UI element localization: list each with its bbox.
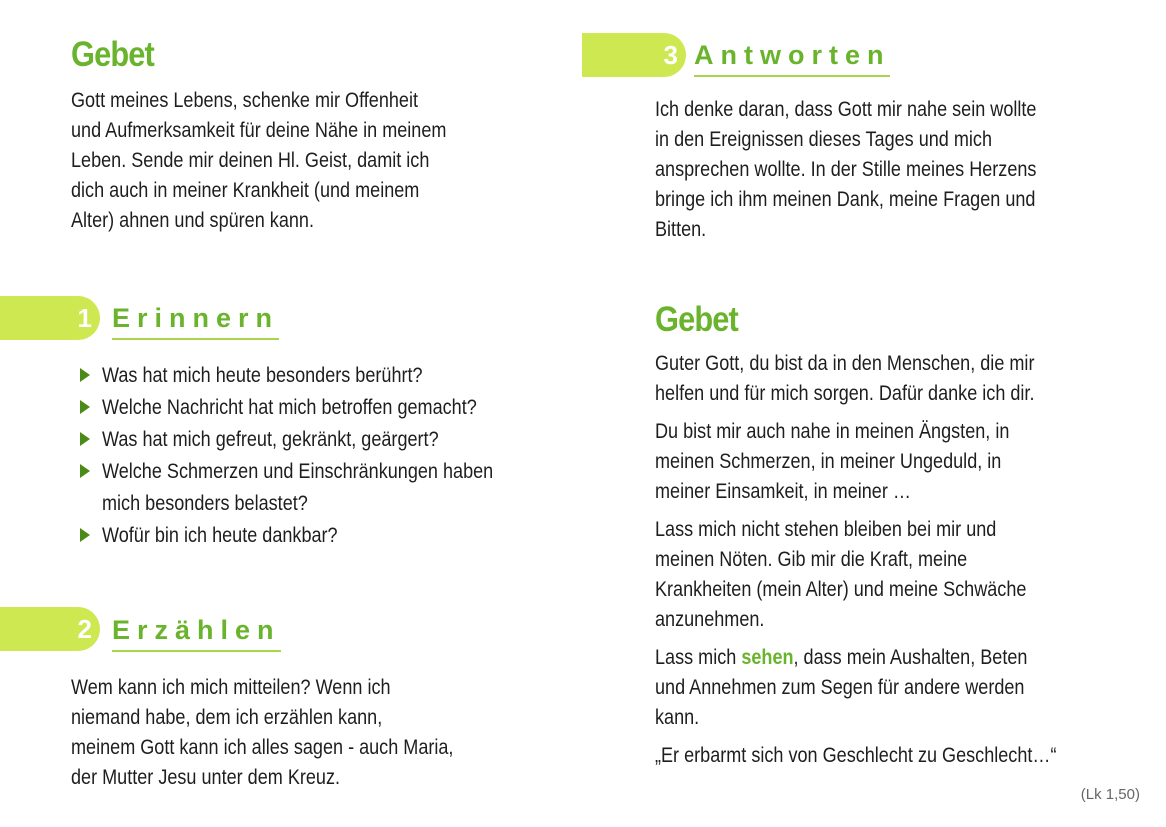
right-gebet-title: Gebet: [655, 300, 738, 339]
gebet-paragraph-sehen: [655, 643, 1056, 733]
section-2-text: [71, 673, 453, 793]
gebet-paragraph: [655, 417, 1056, 507]
right-gebet-text: [655, 349, 1056, 779]
text-line: meinem Gott kann ich alles sagen - auch Maria,: [71, 736, 454, 759]
text-line: Du bist mir auch nahe in meinen Ängsten, in: [655, 420, 1010, 443]
text-line: Ich denke daran, dass Gott mir nahe sein wollte: [655, 98, 1037, 121]
text-line: Lass mich nicht stehen bleiben bei mir und: [655, 518, 997, 541]
text-line: kann.: [655, 706, 700, 729]
text-line: Lass mich sehen, dass mein Aushalten, Beten: [655, 646, 1028, 669]
text-line: niemand habe, dem ich erzählen kann,: [71, 706, 383, 729]
emphasis-sehen: sehen: [741, 646, 794, 669]
left-gebet-text: [71, 86, 446, 236]
text-line: Gott meines Lebens, schenke mir Offenheit: [71, 89, 419, 112]
section-3-text: [655, 95, 1036, 245]
text-line: Wem kann ich mich mitteilen? Wenn ich: [71, 676, 391, 699]
bullet-triangle-icon: [80, 400, 90, 414]
text-line: Alter) ahnen und spüren kann.: [71, 209, 314, 232]
bible-quote: „Er erbarmt sich von Geschlecht zu Geschlecht…“: [655, 744, 1057, 767]
text-line: und Aufmerksamkeit für deine Nähe in meinem: [71, 119, 447, 142]
text-line: helfen und für mich sorgen. Dafür danke ich dir.: [655, 382, 1035, 405]
gebet-paragraph: [655, 515, 1056, 635]
text-line: und Annehmen zum Segen für andere werden: [655, 676, 1025, 699]
section-3-number-badge: 3: [582, 33, 686, 77]
text-line: anzunehmen.: [655, 608, 765, 631]
section-1-number-badge: 1: [0, 296, 100, 340]
text-line: meiner Einsamkeit, in meiner …: [655, 480, 911, 503]
text-line: in den Ereignissen dieses Tages und mich: [655, 128, 992, 151]
list-item: Welche Nachricht hat mich betroffen gemacht?: [80, 392, 557, 424]
section-2-number-badge: 2: [0, 607, 100, 651]
text-line: meinen Schmerzen, in meiner Ungeduld, in: [655, 450, 1002, 473]
section-1-question-list: [80, 360, 557, 552]
text-line: Krankheiten (mein Alter) und meine Schwäche: [655, 578, 1027, 601]
text-line: bringe ich ihm meinen Dank, meine Fragen und: [655, 188, 1036, 211]
bible-reference: (Lk 1,50): [1080, 786, 1140, 803]
text-line: der Mutter Jesu unter dem Kreuz.: [71, 766, 341, 789]
text-line: ansprechen wollte. In der Stille meines Herzens: [655, 158, 1037, 181]
list-item: Was hat mich heute besonders berührt?: [80, 360, 557, 392]
left-gebet-title: Gebet: [71, 35, 154, 74]
list-item: Wofür bin ich heute dankbar?: [80, 520, 557, 552]
bullet-triangle-icon: [80, 528, 90, 542]
bullet-triangle-icon: [80, 368, 90, 382]
section-1-heading: Erinnern: [112, 305, 279, 340]
text-line: Guter Gott, du bist da in den Menschen, die mir: [655, 352, 1035, 375]
list-item: Welche Schmerzen und Einschränkungen haben mich besonders belastet?: [80, 456, 557, 520]
text-line: meinen Nöten. Gib mir die Kraft, meine: [655, 548, 968, 571]
section-3-heading: Antworten: [694, 42, 890, 77]
text-line: Leben. Sende mir deinen Hl. Geist, damit ich: [71, 149, 430, 172]
bullet-triangle-icon: [80, 432, 90, 446]
text-line: Bitten.: [655, 218, 707, 241]
bullet-triangle-icon: [80, 464, 90, 478]
text-line: dich auch in meiner Krankheit (und meinem: [71, 179, 420, 202]
list-item: Was hat mich gefreut, gekränkt, geärgert?: [80, 424, 557, 456]
gebet-paragraph: [655, 349, 1056, 409]
section-2-heading: Erzählen: [112, 617, 281, 652]
